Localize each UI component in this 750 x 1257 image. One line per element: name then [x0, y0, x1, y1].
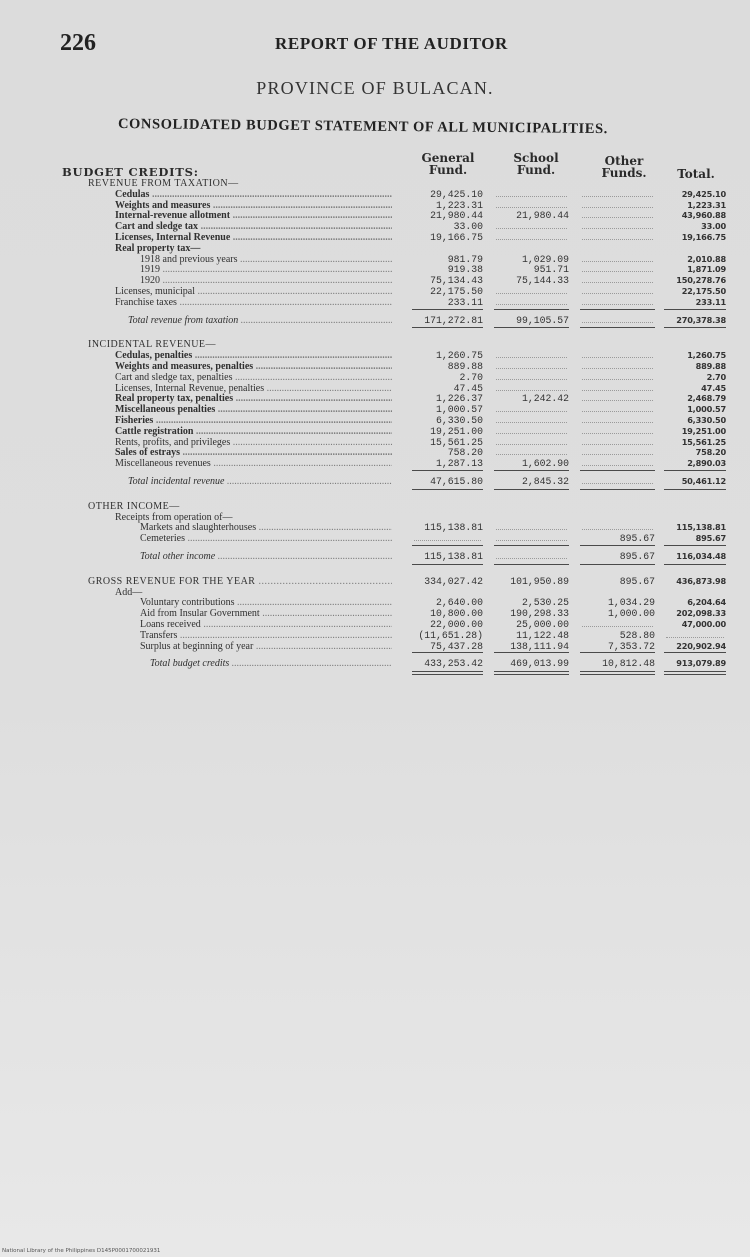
row-label: Voluntary contributions ..... — [140, 597, 392, 608]
empty-cell-dots — [496, 228, 567, 229]
table-row — [0, 189, 750, 200]
empty-cell-dots — [496, 304, 567, 305]
cell-t: 1,260.75 — [687, 350, 726, 361]
empty-cell-dots — [496, 390, 567, 391]
empty-cell-dots — [582, 626, 653, 627]
cell-t: 22,175.50 — [681, 286, 726, 296]
cell-t: 758.20 — [695, 447, 726, 458]
row-label: Internal-revenue allotment ..... — [115, 210, 392, 221]
table-row — [0, 297, 750, 308]
cell-g: 29,425.10 — [430, 188, 483, 200]
empty-cell-dots — [582, 293, 653, 294]
cell-o: 1,034.29 — [607, 597, 655, 609]
empty-cell-dots — [582, 529, 653, 530]
cell-t: 6,330.50 — [687, 415, 726, 425]
table-row — [0, 587, 750, 598]
section-title: BUDGET CREDITS: — [62, 165, 199, 179]
empty-cell-dots — [582, 454, 653, 455]
row-label: Weights and measures ..... — [115, 200, 392, 211]
cell-s: 469,013.99 — [510, 658, 569, 670]
table-rule — [494, 671, 569, 675]
table-row — [0, 315, 750, 326]
cell-t: 220,902.94 — [676, 640, 726, 651]
table-rule — [580, 309, 655, 310]
table-row — [0, 350, 750, 361]
table-row — [0, 178, 750, 189]
table-rule — [664, 652, 726, 653]
table-rule — [580, 652, 655, 653]
row-label: INCIDENTAL REVENUE— — [88, 339, 217, 351]
row-label: 1920 ..... — [140, 275, 392, 286]
table-row — [0, 437, 750, 448]
empty-cell-dots — [496, 529, 567, 530]
cell-g: 33.00 — [453, 221, 483, 233]
col-header-school-fund — [500, 152, 572, 176]
cell-t: 2,890.03 — [687, 458, 726, 469]
row-label: Cattle registration ..... — [115, 426, 392, 437]
cell-s: 1,602.90 — [521, 458, 569, 470]
cell-t: 19,251.00 — [681, 425, 726, 436]
cell-g: 10,800.00 — [430, 608, 483, 620]
row-label: Real property tax— — [115, 242, 201, 254]
table-rule — [664, 671, 726, 675]
cell-s: 75,144.33 — [516, 275, 569, 287]
row-label: 1918 and previous years ..... — [140, 254, 392, 265]
empty-cell-dots — [582, 422, 653, 423]
cell-t: 889.88 — [695, 361, 726, 371]
table-rule — [412, 309, 483, 310]
table-row — [0, 426, 750, 437]
col-header-line: Total. — [677, 167, 715, 181]
cell-t: 2,468.79 — [687, 393, 726, 404]
cell-t: 50,461.12 — [681, 476, 726, 486]
cell-g: 758.20 — [447, 447, 483, 459]
row-label: Add— — [115, 586, 143, 598]
cell-g: 889.88 — [447, 361, 483, 372]
cell-t: 913,079.89 — [676, 658, 726, 669]
table-row — [0, 339, 750, 350]
cell-g: 1,226.37 — [435, 393, 483, 405]
cell-g: 233.11 — [447, 296, 483, 308]
row-label: Total other income ..... — [140, 551, 392, 562]
row-label: Transfers ..... — [140, 630, 392, 641]
empty-cell-dots — [496, 454, 567, 455]
cell-t: 2.70 — [706, 371, 726, 382]
empty-cell-dots — [496, 239, 567, 240]
table-row — [0, 372, 750, 383]
cell-t: 33.00 — [701, 221, 726, 232]
cell-o: 528.80 — [619, 629, 655, 641]
empty-cell-dots — [496, 368, 567, 369]
cell-t: 436,873.98 — [676, 575, 726, 586]
table-rule — [580, 327, 655, 328]
table-rule — [664, 545, 726, 546]
table-row — [0, 275, 750, 286]
row-label: Markets and slaughterhouses ..... — [140, 522, 392, 533]
row-label: Total budget credits ..... — [150, 658, 392, 669]
table-row — [0, 383, 750, 394]
table-row — [0, 597, 750, 608]
cell-t: 15,561.25 — [681, 436, 726, 447]
cell-s: 2,845.32 — [521, 476, 569, 487]
cell-g: 22,175.50 — [430, 286, 483, 297]
empty-cell-dots — [496, 357, 567, 358]
cell-t: 150,278.76 — [676, 275, 726, 286]
cell-g: 47.45 — [453, 382, 483, 394]
empty-cell-dots — [496, 558, 567, 559]
table-rule — [412, 652, 483, 653]
empty-cell-dots — [496, 379, 567, 380]
empty-cell-dots — [582, 483, 653, 484]
empty-cell-dots — [582, 304, 653, 305]
table-rule — [580, 545, 655, 546]
row-label: Miscellaneous penalties ..... — [115, 404, 392, 415]
row-label: Franchise taxes ..... — [115, 297, 392, 308]
col-header-general-fund — [412, 152, 484, 176]
cell-s: 21,980.44 — [516, 210, 569, 222]
empty-cell-dots — [496, 422, 567, 423]
row-label: Rents, profits, and privileges ..... — [115, 437, 392, 448]
cell-t: 6,204.64 — [687, 597, 726, 608]
cell-o: 10,812.48 — [602, 658, 655, 670]
empty-cell-dots — [496, 540, 567, 541]
cell-g: 75,437.28 — [430, 640, 483, 652]
table-row — [0, 200, 750, 211]
empty-cell-dots — [582, 357, 653, 358]
cell-t: 895.67 — [695, 533, 726, 544]
empty-cell-dots — [582, 368, 653, 369]
table-row — [0, 254, 750, 265]
row-label: Licenses, municipal ..... — [115, 286, 392, 297]
empty-cell-dots — [414, 540, 481, 541]
province-heading: PROVINCE OF BULACAN. — [256, 78, 494, 98]
row-label: Total revenue from taxation ..... — [128, 315, 392, 326]
col-header-line: Funds. — [601, 166, 647, 180]
empty-cell-dots — [582, 217, 653, 218]
cell-g: 1,000.57 — [435, 404, 483, 416]
col-header-line: Other — [604, 154, 644, 168]
table-row — [0, 210, 750, 221]
row-label: Receipts from operation of— — [115, 511, 233, 523]
cell-g: 2,640.00 — [435, 597, 483, 609]
table-row — [0, 512, 750, 523]
table-row — [0, 243, 750, 254]
table-rule — [412, 671, 483, 675]
table-row — [0, 458, 750, 469]
cell-s: 138,111.94 — [510, 640, 569, 652]
cell-g: 1,260.75 — [435, 350, 483, 362]
cell-g: 115,138.81 — [424, 551, 483, 562]
table-row — [0, 619, 750, 630]
cell-o: 895.67 — [619, 575, 655, 587]
empty-cell-dots — [582, 379, 653, 380]
row-label: 1919 ..... — [140, 264, 392, 275]
statement-title: CONSOLIDATED BUDGET STATEMENT OF ALL MUNICIPALITIES. — [117, 116, 608, 138]
empty-cell-dots — [582, 271, 653, 272]
cell-o: 1,000.00 — [607, 608, 655, 620]
table-rule — [664, 470, 726, 471]
col-header-line: Fund. — [516, 163, 556, 177]
cell-s: 99,105.57 — [516, 314, 569, 326]
cell-g: 2.70 — [459, 371, 483, 383]
table-row — [0, 630, 750, 641]
table-row — [0, 608, 750, 619]
row-label: Loans received ..... — [140, 619, 392, 630]
table-row — [0, 522, 750, 533]
cell-g: 6,330.50 — [435, 415, 483, 426]
cell-s: 190,298.33 — [510, 608, 569, 620]
empty-cell-dots — [582, 239, 653, 240]
cell-t: 1,000.57 — [687, 404, 726, 415]
empty-cell-dots — [496, 411, 567, 412]
cell-g: 21,980.44 — [430, 210, 483, 222]
table-row — [0, 264, 750, 275]
cell-t: 47.45 — [701, 382, 726, 393]
table-row — [0, 404, 750, 415]
empty-cell-dots — [582, 322, 653, 323]
empty-cell-dots — [496, 444, 567, 445]
table-rule — [494, 489, 569, 490]
empty-cell-dots — [582, 465, 653, 466]
cell-o: 7,353.72 — [607, 640, 655, 652]
empty-cell-dots — [582, 390, 653, 391]
row-label: REVENUE FROM TAXATION— — [88, 178, 239, 189]
col-header-line: Fund. — [428, 163, 468, 177]
cell-t: 270,378.38 — [676, 314, 726, 325]
cell-g: 115,138.81 — [424, 522, 483, 534]
row-label: GROSS REVENUE FOR THE YEAR ..... — [88, 576, 392, 587]
table-rule — [664, 309, 726, 310]
cell-t: 115,138.81 — [676, 522, 726, 533]
table-rule — [580, 671, 655, 675]
table-row — [0, 551, 750, 562]
empty-cell-dots — [582, 228, 653, 229]
cell-g: 47,615.80 — [430, 476, 483, 487]
table-row — [0, 361, 750, 372]
cell-g: 22,000.00 — [430, 619, 483, 630]
table-rule — [494, 564, 569, 565]
table-rule — [494, 545, 569, 546]
empty-cell-dots — [496, 207, 567, 208]
table-rule — [494, 470, 569, 471]
cell-g: 1,287.13 — [435, 458, 483, 470]
table-rule — [412, 470, 483, 471]
empty-cell-dots — [582, 207, 653, 208]
footer-credit: National Library of the Philippines D145P0001700021931 — [2, 1248, 161, 1254]
row-label: Cedulas ..... — [115, 189, 392, 200]
cell-g: 919.38 — [447, 264, 483, 276]
table-rule — [664, 327, 726, 328]
table-rule — [580, 489, 655, 490]
table-rule — [664, 564, 726, 565]
table-row — [0, 576, 750, 587]
cell-t: 233.11 — [695, 296, 726, 307]
table-row — [0, 658, 750, 669]
page-number: 226 — [60, 30, 96, 56]
cell-g: 1,223.31 — [435, 199, 483, 211]
row-label: Cemeteries ..... — [140, 533, 392, 544]
cell-s: 25,000.00 — [516, 619, 569, 630]
cell-t: 1,223.31 — [687, 199, 726, 210]
empty-cell-dots — [582, 411, 653, 412]
empty-cell-dots — [582, 444, 653, 445]
table-rule — [580, 564, 655, 565]
empty-cell-dots — [582, 196, 653, 197]
cell-g: 433,253.42 — [424, 658, 483, 670]
empty-cell-dots — [582, 433, 653, 434]
cell-s: 1,242.42 — [521, 393, 569, 405]
cell-t: 19,166.75 — [681, 232, 726, 242]
cell-g: (11,651.28) — [418, 629, 483, 641]
table-rule — [412, 327, 483, 328]
table-row — [0, 476, 750, 487]
row-label: Licenses, Internal Revenue, penalties ..... — [115, 383, 392, 394]
cell-g: 19,166.75 — [430, 232, 483, 243]
table-row — [0, 232, 750, 243]
table-rule — [412, 545, 483, 546]
table-row — [0, 641, 750, 652]
empty-cell-dots — [582, 400, 653, 401]
row-label: Licenses, Internal Revenue ..... — [115, 232, 392, 243]
empty-cell-dots — [496, 433, 567, 434]
row-label: Surplus at beginning of year ..... — [140, 641, 392, 652]
table-row — [0, 533, 750, 544]
cell-g: 171,272.81 — [424, 314, 483, 326]
table-row — [0, 447, 750, 458]
cell-t: 29,425.10 — [681, 188, 726, 199]
col-header-line: General — [421, 151, 475, 165]
cell-s: 1,029.09 — [521, 253, 569, 265]
cell-t: 116,034.48 — [676, 551, 726, 561]
report-title: REPORT OF THE AUDITOR — [275, 34, 508, 53]
row-label: Fisheries ..... — [115, 415, 392, 426]
cell-t: 202,098.33 — [676, 608, 726, 619]
row-label: Aid from Insular Government ..... — [140, 608, 392, 619]
empty-cell-dots — [666, 637, 724, 638]
table-row — [0, 501, 750, 512]
table-rule — [494, 309, 569, 310]
row-label: OTHER INCOME— — [88, 500, 180, 512]
table-rule — [494, 327, 569, 328]
row-label: Cart and sledge tax ..... — [115, 221, 392, 232]
cell-g: 981.79 — [447, 253, 483, 265]
table-row — [0, 286, 750, 297]
empty-cell-dots — [582, 261, 653, 262]
cell-s: 951.71 — [533, 264, 569, 276]
cell-g: 75,134.43 — [430, 275, 483, 287]
cell-o: 895.67 — [619, 533, 655, 545]
row-label: Cart and sledge tax, penalties ..... — [115, 372, 392, 383]
cell-t: 2,010.88 — [687, 253, 726, 264]
cell-t: 47,000.00 — [681, 619, 726, 629]
table-row — [0, 393, 750, 404]
empty-cell-dots — [582, 282, 653, 283]
col-header-other-funds — [586, 155, 662, 179]
row-label: Total incidental revenue ..... — [128, 476, 392, 487]
cell-g: 15,561.25 — [430, 436, 483, 448]
col-header-line: School — [513, 151, 559, 165]
row-label: Miscellaneous revenues ..... — [115, 458, 392, 469]
table-row — [0, 415, 750, 426]
cell-s: 101,950.89 — [510, 575, 569, 587]
row-label: Cedulas, penalties ..... — [115, 350, 392, 361]
table-rule — [580, 470, 655, 471]
cell-s: 2,530.25 — [521, 597, 569, 609]
row-label: Real property tax, penalties ..... — [115, 393, 392, 404]
row-label: Weights and measures, penalties ..... — [115, 361, 392, 372]
table-rule — [412, 489, 483, 490]
cell-g: 19,251.00 — [430, 425, 483, 437]
cell-s: 11,122.48 — [516, 629, 569, 641]
cell-g: 334,027.42 — [424, 575, 483, 587]
table-rule — [664, 489, 726, 490]
cell-o: 895.67 — [619, 551, 655, 562]
row-label: Sales of estrays ..... — [115, 447, 392, 458]
empty-cell-dots — [496, 196, 567, 197]
table-rule — [494, 652, 569, 653]
cell-t: 1,871.09 — [687, 264, 726, 275]
empty-cell-dots — [496, 293, 567, 294]
table-rule — [412, 564, 483, 565]
cell-t: 43,960.88 — [681, 210, 726, 221]
table-row — [0, 221, 750, 232]
